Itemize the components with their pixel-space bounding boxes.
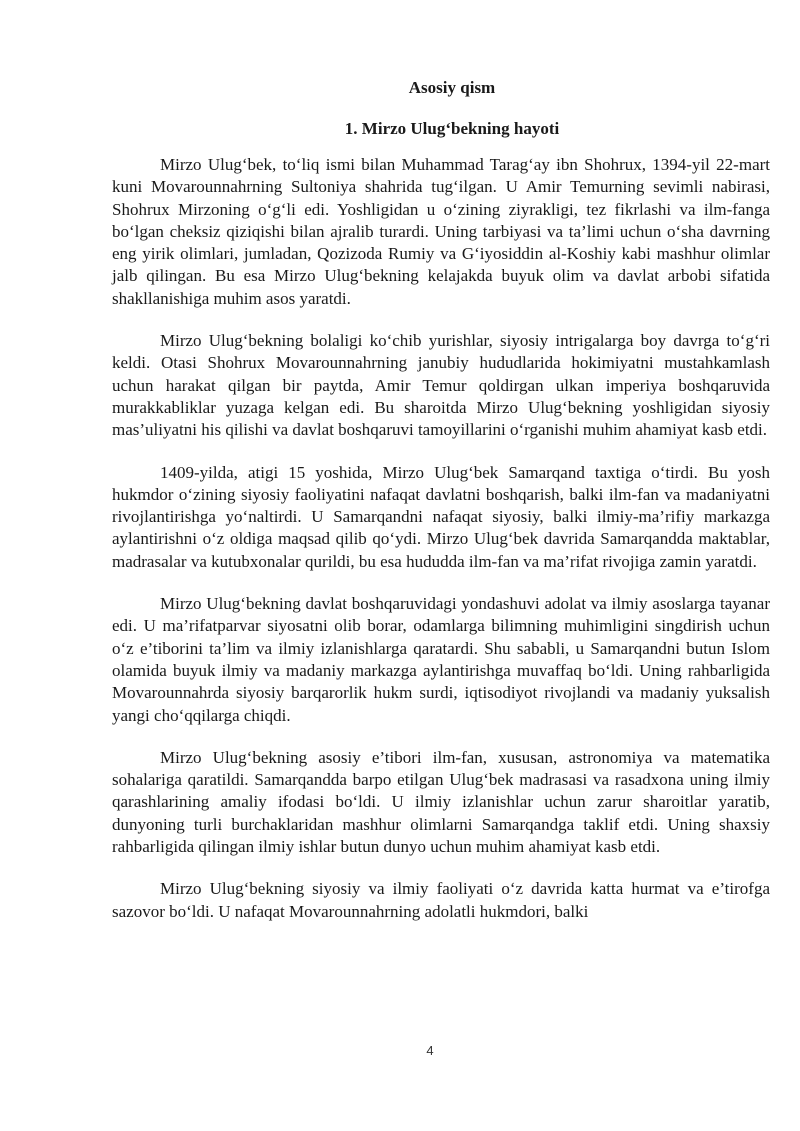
- page-number: 4: [426, 1043, 434, 1058]
- chapter-title: 1. Mirzo Ulug‘bekning hayoti: [344, 119, 560, 138]
- paragraph: Mirzo Ulug‘bekning bolaligi ko‘chib yurishlar, siyosiy intrigalarga boy davrga to‘g‘ri keldi. Otasi Shohrux Movarounnahrning janubiy hududlarida hokimiyatni mustahkamlash uchun harakat qilgan bir paytda, Amir Temur qoldirgan ulkan imperiya boshqaruvida murakkabliklar yuzaga kelgan edi. Bu sharoitda Mirzo Ulug‘bekning yoshligidan siyosiy mas’uliyatni his qilishi va davlat boshqaruvi tamoyillarini o‘rganishi muhim ahamiyat kasb etdi.: [112, 331, 770, 440]
- paragraph: Mirzo Ulug‘bek, to‘liq ismi bilan Muhammad Tarag‘ay ibn Shohrux, 1394-yil 22-mart kuni Movarounnahrning Sultoniya shahrida tug‘ilgan. U Amir Temurning sevimli nabirasi, Shohrux Mirzoning o‘g‘li edi. Yoshligidan u o‘zining ziyrakligi, tez fikrlashi va ilm-fanga bo‘lgan cheksiz qiziqishi bilan ajralib turardi. Uning tarbiyasi va ta’limi uchun o‘sha davrning eng yirik olimlari, jumladan, Qozizoda Rumiy va G‘iyosiddin al-Koshiy kabi mashhur olimlar jalb qilingan. Bu esa Mirzo Ulug‘bekning kelajakda buyuk olim va davlat arbobi sifatida shakllanishiga muhim asos yaratdi.: [112, 155, 770, 308]
- section-title: Asosiy qism: [408, 78, 496, 97]
- paragraph: Mirzo Ulug‘bekning davlat boshqaruvidagi yondashuvi adolat va ilmiy asoslarga tayanar edi. U ma’rifatparvar siyosatni olib borar, odamlarga bilimning muhimligini singdirish uchun o‘z e’tiborini ta’lim va ilmiy izlanishlarga qaratardi. Shu sababli, u Samarqandni butun Islom olamida buyuk ilmiy va madaniy markazga aylantirishga muvaffaq bo‘ldi. Uning rahbarligida Movarounnahrda siyosiy barqarorlik hukm surdi, iqtisodiyot rivojlandi va madaniy yuksalish yangi cho‘qqilarga chiqdi.: [112, 594, 770, 725]
- body-text: [112, 154, 770, 943]
- paragraph: 1409-yilda, atigi 15 yoshida, Mirzo Ulug‘bek Samarqand taxtiga o‘tirdi. Bu yosh hukmdor o‘zining siyosiy faoliyatini nafaqat davlatni boshqarish, balki ilm-fan va madaniyatni rivojlantirishga yo‘naltirdi. U Samarqandni nafaqat siyosiy, balki ilmiy-ma’rifiy markazga aylantirishni o‘z oldiga maqsad qilib qo‘ydi. Mirzo Ulug‘bek davrida Samarqandda maktablar, madrasalar va kutubxonalar qurildi, bu esa hududda ilm-fan va ma’rifat rivojiga zamin yaratdi.: [112, 462, 770, 571]
- paragraph: Mirzo Ulug‘bekning asosiy e’tibori ilm-fan, xususan, astronomiya va matematika sohalariga qaratildi. Samarqandda barpo etilgan Ulug‘bek madrasasi va rasadxona uning ilmiy qarashlarining amaliy ifodasi bo‘ldi. U ilmiy izlanishlar uchun zarur sharoitlar yaratib, dunyoning turli burchaklaridan mashhur olimlarni Samarqandga taklif etdi. Uning shaxsiy rahbarligida qilingan ilmiy ishlar butun dunyo uchun muhim ahamiyat kasb etdi.: [112, 747, 770, 857]
- paragraph: Mirzo Ulug‘bekning siyosiy va ilmiy faoliyati o‘z davrida katta hurmat va e’tirofga sazovor bo‘ldi. U nafaqat Movarounnahrning adolatli hukmdori, balki: [112, 879, 770, 921]
